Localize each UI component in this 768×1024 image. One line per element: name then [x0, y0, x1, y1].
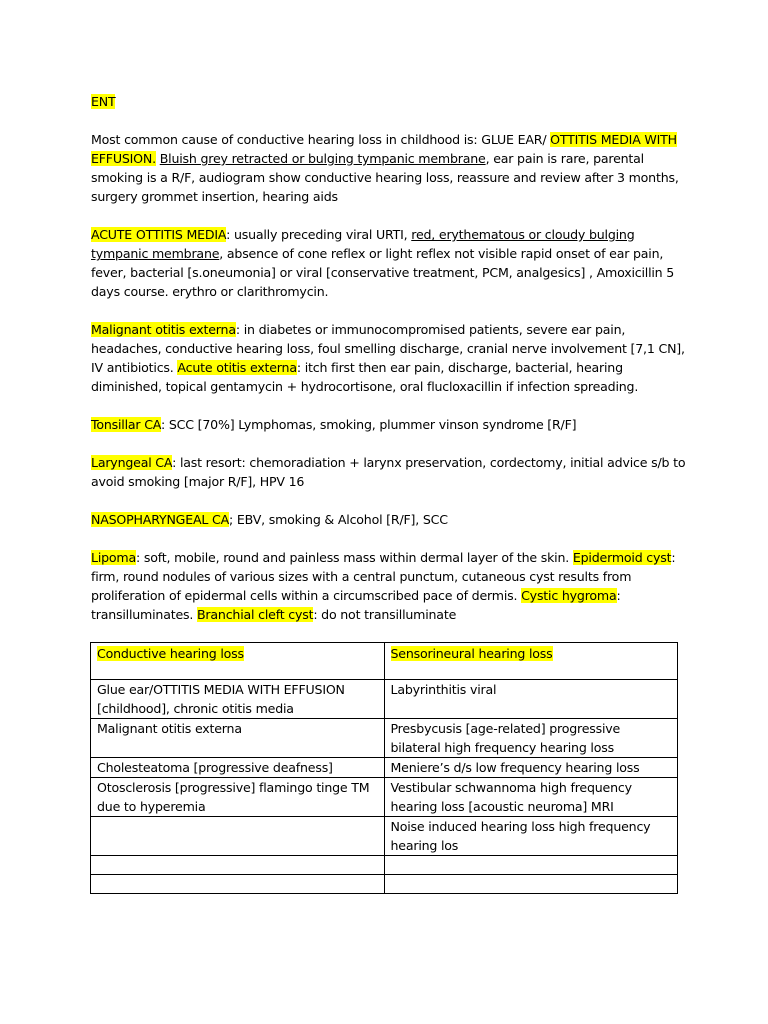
table-row: [91, 875, 678, 894]
table-cell: Labyrinthitis viral: [384, 680, 678, 719]
table-row: [91, 778, 678, 817]
highlight-laryngeal: Laryngeal CA: [91, 455, 173, 470]
table-cell: [91, 817, 385, 856]
table-cell: [384, 856, 678, 875]
table-cell: Noise induced hearing loss high frequency hearing los: [384, 817, 678, 856]
highlight-acute-oe: Acute otitis externa: [177, 360, 297, 375]
paragraph-nasopharyngeal: NASOPHARYNGEAL CA; EBV, smoking & Alcohol [R/F], SCC: [91, 512, 448, 527]
paragraph-otitis-externa: Malignant otitis externa: in diabetes or immunocompromised patients, severe ear pain, headaches, conductive hearing loss, foul smelling discharge, cranial nerve involvement [7,1 CN], IV antibiotics. Acute otitis externa: itch first then ear pain, discharge, bacterial, hearing diminished, topical gentamycin + hydrocortisone, oral flucloxacillin if infection spreading.: [91, 322, 685, 394]
table-cell: [384, 875, 678, 894]
paragraph-aom: ACUTE OTTITIS MEDIA: usually preceding viral URTI, red, erythematous or cloudy bulging tympanic membrane, absence of cone reflex or light reflex not visible rapid onset of ear pain, fever, bacterial [s.oneumonia] or viral [conservative treatment, PCM, analgesics] , Amoxicillin 5 days course. erythro or clarithromycin.: [91, 227, 675, 299]
highlight-nasopharyngeal: NASOPHARYNGEAL CA: [91, 512, 230, 527]
heading-ent: ENT: [91, 94, 116, 109]
table-cell: Malignant otitis externa: [91, 719, 385, 758]
table-cell: Presbycusis [age-related] progressive bilateral high frequency hearing loss: [384, 719, 678, 758]
table-header-cell: Conductive hearing loss: [91, 643, 385, 680]
highlight-malignant-oe: Malignant otitis externa: [91, 322, 236, 337]
hearing-loss-table: [90, 642, 678, 894]
underline-tympanic: Bluish grey retracted or bulging tympanic membrane: [159, 151, 486, 166]
table-row: [91, 817, 678, 856]
highlight-cystic-hygroma: Cystic hygroma: [521, 588, 617, 603]
table-row: [91, 856, 678, 875]
highlight-ome: OTTITIS MEDIA WITH EFFUSION.: [91, 132, 677, 166]
highlight-branchial: Branchial cleft cyst: [196, 607, 314, 622]
paragraph-laryngeal: Laryngeal CA: last resort: chemoradiation + larynx preservation, cordectomy, initial advice s/b to avoid smoking [major R/F], HPV 16: [91, 455, 686, 489]
paragraph-tonsillar: Tonsillar CA: SCC [70%] Lymphomas, smoking, plummer vinson syndrome [R/F]: [91, 417, 577, 432]
notes-body: [91, 92, 691, 643]
highlight-lipoma: Lipoma: [91, 550, 136, 565]
table-row: [91, 758, 678, 778]
highlight-tonsillar: Tonsillar CA: [91, 417, 161, 432]
highlight-aom: ACUTE OTTITIS MEDIA: [91, 227, 227, 242]
table-cell: Otosclerosis [progressive] flamingo tinge TM due to hyperemia: [91, 778, 385, 817]
table-cell: Glue ear/OTTITIS MEDIA WITH EFFUSION [childhood], chronic otitis media: [91, 680, 385, 719]
table-cell: [91, 856, 385, 875]
table-row: [91, 719, 678, 758]
table-row: [91, 680, 678, 719]
paragraph-masses: Lipoma: soft, mobile, round and painless mass within dermal layer of the skin. Epidermoid cyst: firm, round nodules of various sizes with a central punctum, cutaneous cyst results from proliferation of epidermal cells within a circumscribed pace of dermis. Cystic hygroma: transilluminates. Branchial cleft cyst: do not transilluminate: [91, 550, 676, 622]
paragraph-glue-ear: Most common cause of conductive hearing loss in childhood is: GLUE EAR/ OTTITIS MEDIA WITH EFFUSION. Bluish grey retracted or bulging tympanic membrane, ear pain is rare, parental smoking is a R/F, audiogram show conductive hearing loss, reassure and review after 3 months, surgery grommet insertion, hearing aids: [91, 132, 679, 204]
table-cell: [91, 875, 385, 894]
table-cell: Vestibular schwannoma high frequency hearing loss [acoustic neuroma] MRI: [384, 778, 678, 817]
underline-bulging: red, erythematous or cloudy bulging tympanic membrane: [91, 227, 635, 261]
table-cell: Cholesteatoma [progressive deafness]: [91, 758, 385, 778]
table-cell: Meniere’s d/s low frequency hearing loss: [384, 758, 678, 778]
highlight-epidermoid: Epidermoid cyst: [572, 550, 672, 565]
table-header-row: [91, 643, 678, 680]
table-header-cell: Sensorineural hearing loss: [384, 643, 678, 680]
